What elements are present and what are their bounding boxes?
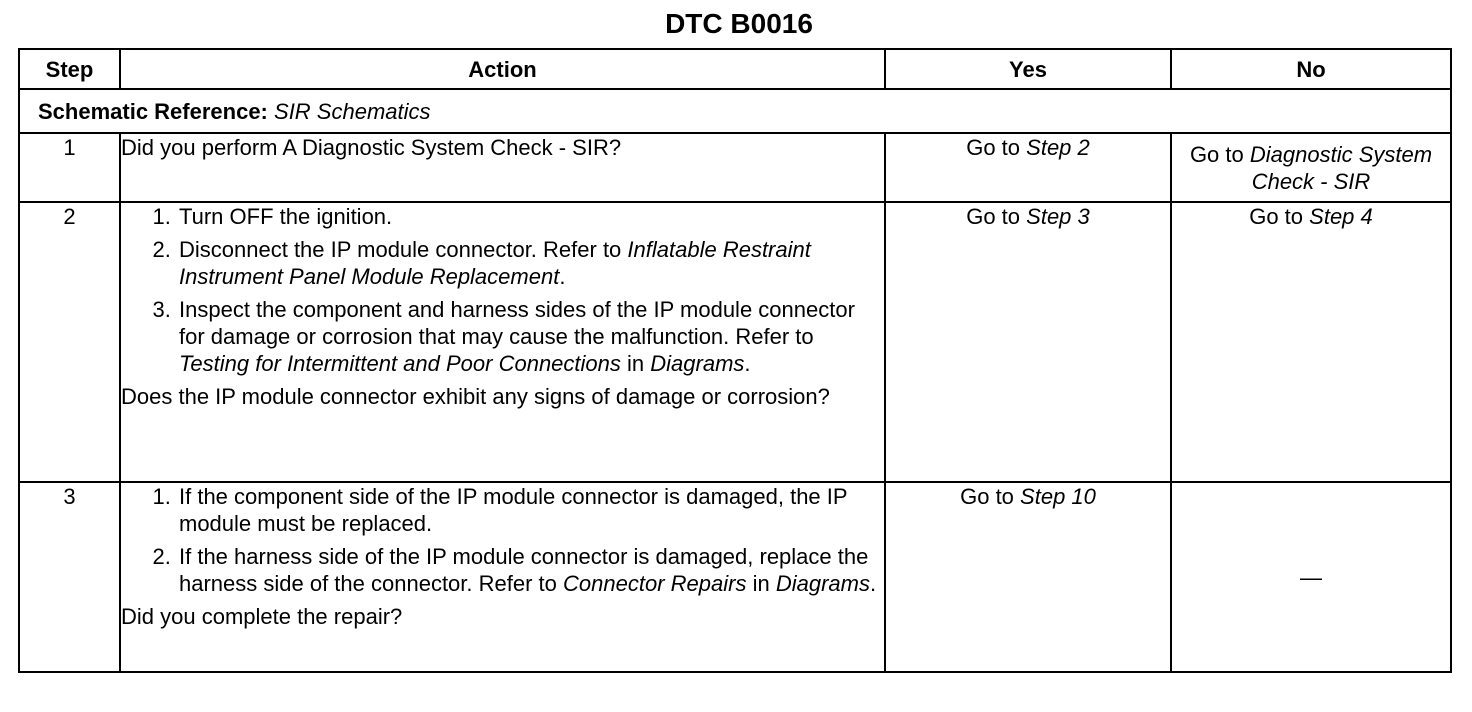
header-yes: Yes: [885, 49, 1171, 89]
header-step: Step: [19, 49, 120, 89]
schematic-reference: [19, 89, 1451, 133]
list-item-text: Disconnect the IP module connector. Refer to: [179, 237, 622, 262]
list-item-text: If the component side of the IP module connector is damaged, the IP module must be replaced.: [179, 484, 848, 536]
list-item-mid: in: [752, 571, 770, 596]
yes-prefix: Go to: [966, 135, 1021, 160]
list-item: [177, 236, 884, 290]
table-row: [19, 482, 1451, 672]
diagnostic-table: [18, 48, 1452, 673]
list-item: [177, 203, 884, 230]
header-no: No: [1171, 49, 1451, 89]
step-question: Did you perform A Diagnostic System Check - SIR?: [121, 135, 622, 160]
list-item-suffix: .: [559, 264, 566, 289]
table-row: [19, 202, 1451, 482]
step-number: 1: [19, 133, 120, 202]
step-number: 3: [19, 482, 120, 672]
list-item: [177, 543, 884, 597]
no-cell: [1171, 482, 1451, 672]
table-row: [19, 133, 1451, 202]
reference-link[interactable]: Testing for Intermittent and Poor Connections: [179, 351, 621, 376]
no-dash: —: [1300, 564, 1322, 590]
list-item-text: Inspect the component and harness sides of the IP module connector for damage or corrosion that may cause the malfunction. Refer to: [179, 297, 855, 349]
list-item: [177, 483, 884, 537]
list-item: [177, 296, 884, 377]
table-header-row: [19, 49, 1451, 89]
yes-cell: [885, 482, 1171, 672]
reference-link[interactable]: Diagrams: [650, 351, 745, 376]
no-target-link[interactable]: Step 4: [1309, 204, 1373, 229]
no-prefix: Go to: [1249, 204, 1304, 229]
step-number: 2: [19, 202, 120, 482]
yes-prefix: Go to: [966, 204, 1021, 229]
list-item-suffix: .: [869, 571, 877, 596]
no-target-link[interactable]: Diagnostic System Check - SIR: [1249, 141, 1433, 194]
list-item-text: Turn OFF the ignition.: [179, 204, 393, 229]
action-cell: [120, 202, 885, 482]
yes-cell: [885, 202, 1171, 482]
header-action: Action: [120, 49, 885, 89]
action-steps-list: [121, 203, 884, 377]
action-cell: [120, 482, 885, 672]
action-cell: [120, 133, 885, 202]
schematic-reference-label: Schematic Reference:: [38, 98, 268, 124]
list-item-mid: in: [627, 351, 645, 376]
reference-link[interactable]: Inflatable Restraint Instrument Panel Module Replacement: [179, 237, 811, 289]
yes-cell: [885, 133, 1171, 202]
no-prefix: Go to: [1189, 141, 1244, 167]
step-question: Did you complete the repair?: [121, 604, 403, 629]
schematic-reference-row: [19, 89, 1451, 133]
list-item-text: If the harness side of the IP module connector is damaged, replace the harness side of the connector. Refer to: [179, 544, 869, 596]
yes-target-link[interactable]: Step 3: [1026, 204, 1090, 229]
yes-prefix: Go to: [960, 484, 1014, 509]
no-cell: [1171, 133, 1451, 202]
yes-target-link[interactable]: Step 10: [1020, 484, 1096, 509]
no-cell: [1171, 202, 1451, 482]
schematic-reference-link[interactable]: SIR Schematics: [274, 98, 431, 124]
action-steps-list: [121, 483, 884, 597]
list-item-suffix: .: [744, 351, 751, 376]
reference-link[interactable]: Diagrams: [775, 571, 870, 596]
step-question: Does the IP module connector exhibit any signs of damage or corrosion?: [121, 384, 830, 409]
yes-target-link[interactable]: Step 2: [1026, 135, 1090, 160]
reference-link[interactable]: Connector Repairs: [563, 571, 747, 596]
page-title: DTC B0016: [665, 8, 813, 39]
